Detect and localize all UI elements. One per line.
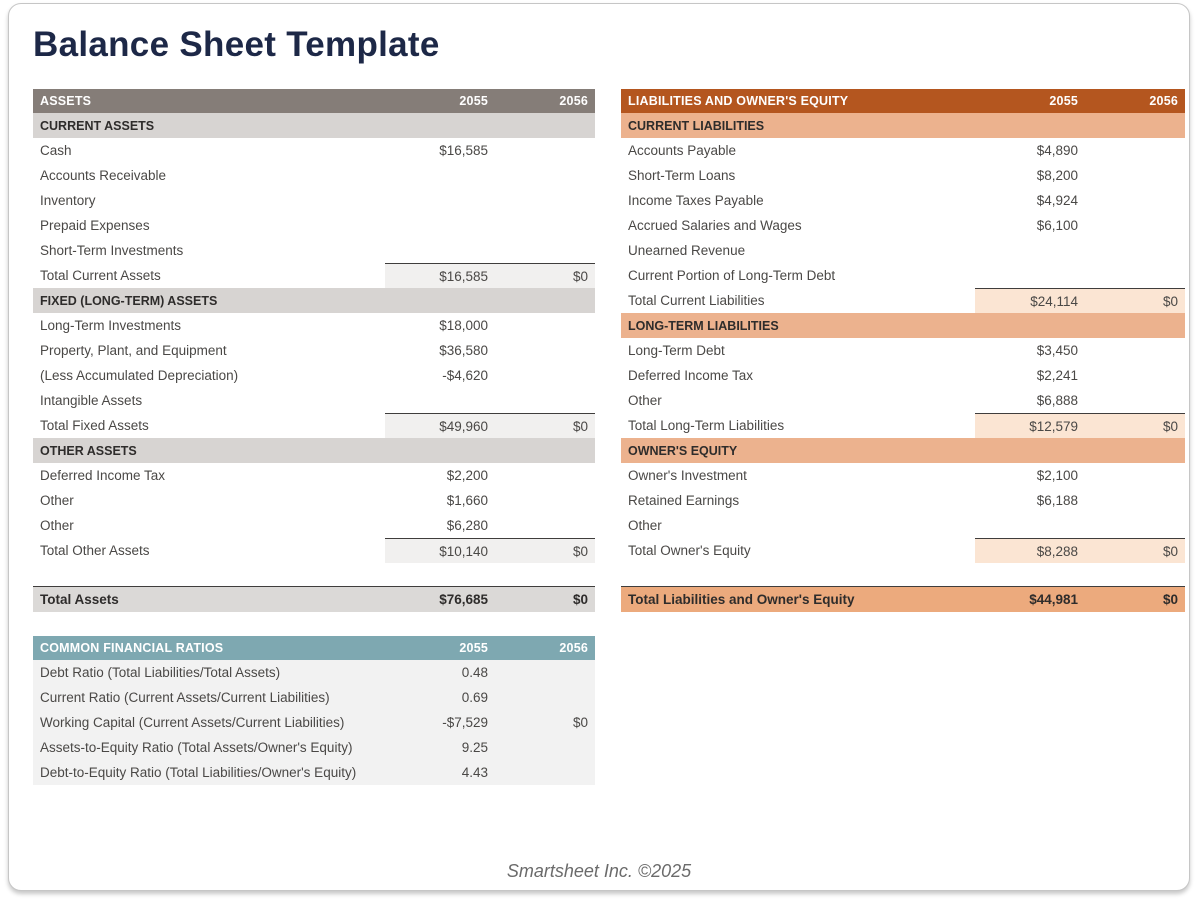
value-2055: $8,200 (1036, 168, 1078, 183)
item-row (33, 363, 595, 388)
assets-header-row (33, 89, 595, 113)
value-2056 (1085, 363, 1185, 388)
row-label: Other (40, 493, 74, 508)
value-2056 (495, 163, 595, 188)
year-2056-column-header: 2056 (559, 94, 588, 108)
total-row (33, 538, 595, 563)
value-2056 (495, 238, 595, 263)
value-2056 (495, 188, 595, 213)
value-2055: $6,280 (446, 518, 488, 533)
row-label: Accounts Payable (628, 143, 737, 158)
row-label: Total Owner's Equity (628, 543, 751, 558)
total-row (621, 538, 1185, 563)
item-row (621, 513, 1185, 538)
item-row (621, 488, 1185, 513)
item-row (621, 188, 1185, 213)
ratios-header-row (33, 636, 595, 660)
assets-column (33, 89, 595, 785)
row-label: Property, Plant, and Equipment (40, 343, 227, 358)
value-2055 (975, 313, 1085, 338)
value-2055 (975, 238, 1085, 263)
total-row (33, 413, 595, 438)
item-row (33, 513, 595, 538)
item-row (621, 213, 1185, 238)
value-2056 (1085, 488, 1185, 513)
item-row (33, 238, 595, 263)
value-2055 (385, 238, 495, 263)
grand-row (621, 586, 1185, 612)
value-2055: 0.69 (461, 690, 488, 705)
value-2055: $2,241 (1036, 368, 1078, 383)
total-row (621, 413, 1185, 438)
row-label: Inventory (40, 193, 96, 208)
row-label: Total Long-Term Liabilities (628, 418, 785, 433)
row-label: Total Other Assets (40, 543, 150, 558)
content-columns (33, 89, 1178, 785)
item-row (621, 238, 1185, 263)
value-2055: $4,924 (1036, 193, 1078, 208)
value-2056 (495, 660, 595, 685)
value-2056 (1085, 213, 1185, 238)
item-row (33, 163, 595, 188)
spacer-row (621, 563, 1185, 586)
value-2056 (495, 388, 595, 413)
value-2056 (1085, 313, 1185, 338)
total-row (33, 263, 595, 288)
item-row (33, 338, 595, 363)
value-2055: 4.43 (461, 765, 488, 780)
value-2055 (385, 113, 495, 138)
assets-table (33, 89, 595, 612)
item-row (33, 388, 595, 413)
value-2056: $0 (1162, 592, 1178, 607)
value-2056 (495, 463, 595, 488)
row-label: Current Portion of Long-Term Debt (628, 268, 836, 283)
value-2056: $0 (495, 263, 595, 288)
liabilities-header-row (621, 89, 1185, 113)
spacer-row (33, 563, 595, 586)
value-2056 (495, 488, 595, 513)
row-label: Long-Term Debt (628, 343, 725, 358)
value-2055: $44,981 (1029, 592, 1078, 607)
value-2056: $0 (495, 413, 595, 438)
row-label: Working Capital (Current Assets/Current Liabilities) (40, 715, 345, 730)
value-2055: -$4,620 (442, 368, 488, 383)
value-2055: $16,585 (385, 263, 495, 288)
value-2055: $24,114 (975, 288, 1085, 313)
row-label: Assets-to-Equity Ratio (Total Assets/Owner's Equity) (40, 740, 353, 755)
row-label: Deferred Income Tax (40, 468, 166, 483)
item-row (33, 685, 595, 710)
section-row (621, 113, 1185, 138)
value-2055: $18,000 (439, 318, 488, 333)
row-label: Other (40, 518, 74, 533)
financial-ratios-table (33, 636, 595, 785)
value-2056 (495, 513, 595, 538)
row-label: Income Taxes Payable (628, 193, 764, 208)
value-2056 (495, 438, 595, 463)
value-2055: $2,200 (446, 468, 488, 483)
section-row (33, 113, 595, 138)
item-row (33, 710, 595, 735)
value-2056 (495, 288, 595, 313)
value-2055: $49,960 (385, 413, 495, 438)
table-title: COMMON FINANCIAL RATIOS (40, 641, 224, 655)
row-label: Current Ratio (Current Assets/Current Liabilities) (40, 690, 330, 705)
value-2056 (495, 313, 595, 338)
row-label: Accrued Salaries and Wages (628, 218, 802, 233)
value-2056: $0 (572, 715, 588, 730)
item-row (621, 463, 1185, 488)
value-2056 (1085, 138, 1185, 163)
item-row (33, 213, 595, 238)
row-label: Total Current Assets (40, 268, 161, 283)
value-2055 (975, 513, 1085, 538)
value-2056 (1085, 388, 1185, 413)
item-row (33, 463, 595, 488)
value-2055 (385, 288, 495, 313)
row-label: Intangible Assets (40, 393, 143, 408)
item-row (621, 138, 1185, 163)
value-2055: $8,288 (975, 538, 1085, 563)
section-row (621, 313, 1185, 338)
total-row (621, 288, 1185, 313)
year-2056-column-header: 2056 (559, 641, 588, 655)
value-2055: 0.48 (461, 665, 488, 680)
value-2055 (975, 263, 1085, 288)
table-title: ASSETS (40, 94, 92, 108)
row-label: Total Liabilities and Owner's Equity (628, 592, 855, 607)
value-2056: $0 (1085, 538, 1185, 563)
value-2055: -$7,529 (442, 715, 488, 730)
row-label: Owner's Investment (628, 468, 747, 483)
value-2056 (1085, 263, 1185, 288)
item-row (621, 388, 1185, 413)
item-row (33, 488, 595, 513)
liabilities-table (621, 89, 1185, 612)
value-2056: $0 (1085, 413, 1185, 438)
value-2055 (385, 438, 495, 463)
value-2056 (1085, 338, 1185, 363)
value-2055: $36,580 (439, 343, 488, 358)
item-row (621, 338, 1185, 363)
item-row (33, 660, 595, 685)
row-label: Total Assets (40, 592, 119, 607)
item-row (33, 138, 595, 163)
row-label: Debt-to-Equity Ratio (Total Liabilities/Owner's Equity) (40, 765, 357, 780)
item-row (33, 188, 595, 213)
row-label: Debt Ratio (Total Liabilities/Total Assets) (40, 665, 281, 680)
value-2056 (1085, 438, 1185, 463)
item-row (33, 760, 595, 785)
balance-sheet-card (8, 3, 1190, 891)
item-row (33, 735, 595, 760)
value-2055 (385, 388, 495, 413)
value-2055 (385, 213, 495, 238)
liabilities-column (621, 89, 1185, 785)
value-2055: $2,100 (1036, 468, 1078, 483)
value-2056 (495, 213, 595, 238)
row-label: OTHER ASSETS (40, 443, 137, 458)
value-2055: $3,450 (1036, 343, 1078, 358)
value-2056 (495, 138, 595, 163)
row-label: FIXED (LONG-TERM) ASSETS (40, 293, 218, 308)
value-2055: $12,579 (975, 413, 1085, 438)
item-row (621, 263, 1185, 288)
section-row (33, 288, 595, 313)
row-label: CURRENT LIABILITIES (628, 118, 765, 133)
value-2055: $6,100 (1036, 218, 1078, 233)
year-2055-column-header: 2055 (459, 94, 488, 108)
value-2056: $0 (572, 592, 588, 607)
section-row (33, 438, 595, 463)
row-label: Retained Earnings (628, 493, 740, 508)
row-label: Total Fixed Assets (40, 418, 149, 433)
value-2055 (385, 163, 495, 188)
value-2056 (495, 760, 595, 785)
section-row (621, 438, 1185, 463)
row-label: CURRENT ASSETS (40, 118, 155, 133)
value-2056 (1085, 113, 1185, 138)
page-title: Balance Sheet Template (33, 25, 440, 64)
year-2055-column-header: 2055 (459, 641, 488, 655)
row-label: Total Current Liabilities (628, 293, 765, 308)
value-2056 (495, 338, 595, 363)
value-2056: $0 (1085, 288, 1185, 313)
row-label: Other (628, 518, 662, 533)
value-2055: 9.25 (461, 740, 488, 755)
row-label: Cash (40, 143, 72, 158)
item-row (33, 313, 595, 338)
year-2056-column-header: 2056 (1149, 94, 1178, 108)
value-2056 (495, 113, 595, 138)
value-2055 (975, 113, 1085, 138)
value-2056 (1085, 513, 1185, 538)
value-2056 (1085, 238, 1185, 263)
year-2055-column-header: 2055 (1049, 94, 1078, 108)
row-label: Other (628, 393, 662, 408)
value-2055: $16,585 (439, 143, 488, 158)
value-2056 (495, 363, 595, 388)
item-row (621, 363, 1185, 388)
value-2056 (1085, 163, 1185, 188)
value-2056 (495, 735, 595, 760)
value-2055: $1,660 (446, 493, 488, 508)
value-2056 (495, 685, 595, 710)
item-row (621, 163, 1185, 188)
footer-credit: Smartsheet Inc. ©2025 (506, 861, 692, 881)
value-2055: $76,685 (439, 592, 488, 607)
value-2056: $0 (495, 538, 595, 563)
row-label: LONG-TERM LIABILITIES (628, 318, 779, 333)
value-2056 (1085, 188, 1185, 213)
value-2055: $6,888 (1036, 393, 1078, 408)
grand-row (33, 586, 595, 612)
value-2055: $10,140 (385, 538, 495, 563)
row-label: Unearned Revenue (628, 243, 746, 258)
row-label: Short-Term Investments (40, 243, 184, 258)
row-label: Deferred Income Tax (628, 368, 754, 383)
value-2055: $4,890 (1036, 143, 1078, 158)
row-label: Accounts Receivable (40, 168, 167, 183)
row-label: Short-Term Loans (628, 168, 736, 183)
table-title: LIABILITIES AND OWNER'S EQUITY (628, 94, 849, 108)
value-2055 (975, 438, 1085, 463)
value-2055: $6,188 (1036, 493, 1078, 508)
row-label: Prepaid Expenses (40, 218, 150, 233)
value-2056 (1085, 463, 1185, 488)
row-label: OWNER'S EQUITY (628, 443, 738, 458)
row-label: Long-Term Investments (40, 318, 182, 333)
row-label: (Less Accumulated Depreciation) (40, 368, 239, 383)
value-2055 (385, 188, 495, 213)
